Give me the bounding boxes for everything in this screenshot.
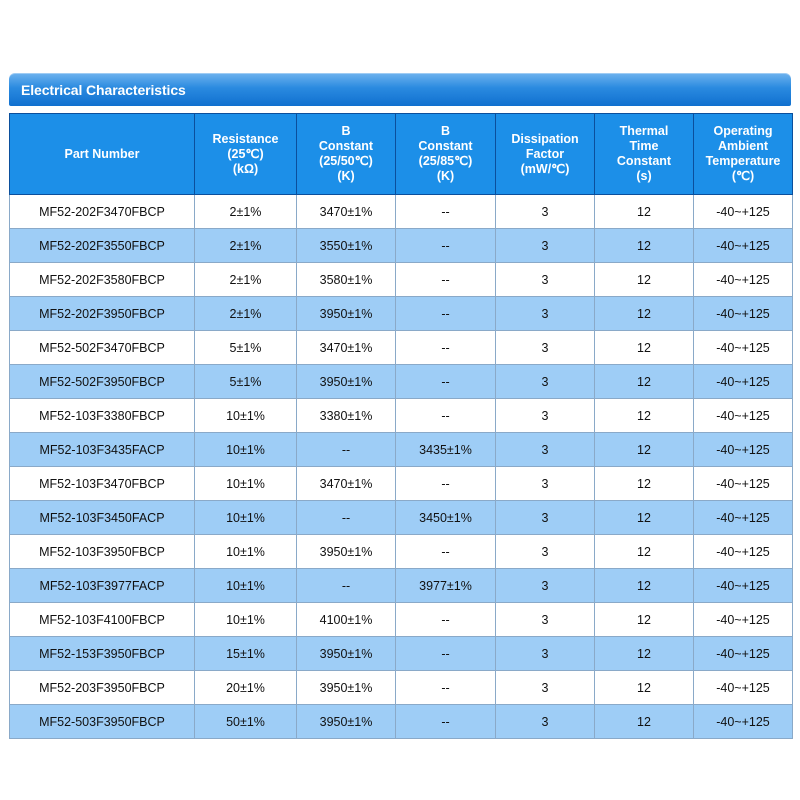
table-row xyxy=(10,671,793,705)
cell-resistance: 10±1% xyxy=(195,467,297,501)
cell-operating-temperature: -40~+125 xyxy=(694,229,793,263)
header-line: B xyxy=(341,124,351,138)
header-b-constant-25-85 xyxy=(396,114,496,195)
cell-thermal-time-constant: 12 xyxy=(595,433,694,467)
cell-resistance: 5±1% xyxy=(195,331,297,365)
cell-thermal-time-constant: 12 xyxy=(595,467,694,501)
cell-b-constant-25-50: 3950±1% xyxy=(297,671,396,705)
cell-part-number: MF52-502F3470FBCP xyxy=(10,331,195,365)
cell-operating-temperature: -40~+125 xyxy=(694,297,793,331)
cell-thermal-time-constant: 12 xyxy=(595,569,694,603)
table-row xyxy=(10,433,793,467)
cell-part-number: MF52-103F3450FACP xyxy=(10,501,195,535)
cell-part-number: MF52-103F3435FACP xyxy=(10,433,195,467)
cell-dissipation-factor: 3 xyxy=(496,705,595,739)
cell-part-number: MF52-202F3550FBCP xyxy=(10,229,195,263)
header-dissipation-factor xyxy=(496,114,595,195)
table-row xyxy=(10,705,793,739)
cell-b-constant-25-85: -- xyxy=(396,229,496,263)
cell-b-constant-25-85: -- xyxy=(396,705,496,739)
cell-operating-temperature: -40~+125 xyxy=(694,501,793,535)
cell-dissipation-factor: 3 xyxy=(496,263,595,297)
table-row xyxy=(10,637,793,671)
cell-thermal-time-constant: 12 xyxy=(595,195,694,229)
cell-resistance: 10±1% xyxy=(195,399,297,433)
cell-part-number: MF52-153F3950FBCP xyxy=(10,637,195,671)
cell-thermal-time-constant: 12 xyxy=(595,501,694,535)
cell-b-constant-25-50: 4100±1% xyxy=(297,603,396,637)
cell-thermal-time-constant: 12 xyxy=(595,229,694,263)
cell-b-constant-25-85: -- xyxy=(396,365,496,399)
cell-b-constant-25-50: 3580±1% xyxy=(297,263,396,297)
cell-resistance: 10±1% xyxy=(195,569,297,603)
cell-resistance: 50±1% xyxy=(195,705,297,739)
cell-dissipation-factor: 3 xyxy=(496,603,595,637)
header-line: (25℃) xyxy=(227,146,264,161)
cell-operating-temperature: -40~+125 xyxy=(694,569,793,603)
cell-resistance: 5±1% xyxy=(195,365,297,399)
cell-dissipation-factor: 3 xyxy=(496,501,595,535)
table-row xyxy=(10,263,793,297)
cell-dissipation-factor: 3 xyxy=(496,365,595,399)
table-row xyxy=(10,297,793,331)
table-row xyxy=(10,331,793,365)
cell-b-constant-25-85: -- xyxy=(396,671,496,705)
header-line: Operating xyxy=(713,124,773,138)
header-line: Constant xyxy=(318,139,374,153)
cell-b-constant-25-50: 3470±1% xyxy=(297,467,396,501)
cell-resistance: 2±1% xyxy=(195,229,297,263)
cell-operating-temperature: -40~+125 xyxy=(694,433,793,467)
cell-operating-temperature: -40~+125 xyxy=(694,263,793,297)
header-resistance xyxy=(195,114,297,195)
cell-part-number: MF52-202F3580FBCP xyxy=(10,263,195,297)
cell-operating-temperature: -40~+125 xyxy=(694,705,793,739)
cell-b-constant-25-50: 3950±1% xyxy=(297,365,396,399)
electrical-characteristics-table xyxy=(9,113,793,739)
header-line: (kΩ) xyxy=(232,161,259,176)
header-line: (K) xyxy=(337,169,355,183)
table-row xyxy=(10,467,793,501)
cell-b-constant-25-85: -- xyxy=(396,603,496,637)
cell-resistance: 2±1% xyxy=(195,297,297,331)
cell-b-constant-25-85: -- xyxy=(396,467,496,501)
cell-dissipation-factor: 3 xyxy=(496,535,595,569)
cell-part-number: MF52-202F3950FBCP xyxy=(10,297,195,331)
header-part-number xyxy=(10,114,195,195)
cell-dissipation-factor: 3 xyxy=(496,467,595,501)
header-line: Part Number xyxy=(64,146,140,161)
table-row xyxy=(10,569,793,603)
header-line: Dissipation xyxy=(511,131,579,146)
cell-dissipation-factor: 3 xyxy=(496,637,595,671)
cell-dissipation-factor: 3 xyxy=(496,297,595,331)
cell-part-number: MF52-502F3950FBCP xyxy=(10,365,195,399)
table-row xyxy=(10,501,793,535)
section-title: Electrical Characteristics xyxy=(21,82,186,98)
cell-operating-temperature: -40~+125 xyxy=(694,637,793,671)
header-line: Resistance xyxy=(212,131,279,146)
header-line: Temperature xyxy=(705,154,781,168)
cell-thermal-time-constant: 12 xyxy=(595,535,694,569)
cell-b-constant-25-85: -- xyxy=(396,535,496,569)
cell-operating-temperature: -40~+125 xyxy=(694,195,793,229)
table-row xyxy=(10,603,793,637)
header-line: (K) xyxy=(436,169,455,183)
cell-part-number: MF52-203F3950FBCP xyxy=(10,671,195,705)
cell-operating-temperature: -40~+125 xyxy=(694,671,793,705)
table-row xyxy=(10,365,793,399)
cell-b-constant-25-85: -- xyxy=(396,331,496,365)
cell-dissipation-factor: 3 xyxy=(496,399,595,433)
cell-thermal-time-constant: 12 xyxy=(595,637,694,671)
cell-b-constant-25-50: -- xyxy=(297,569,396,603)
header-line: Constant xyxy=(418,139,473,153)
header-line: Time xyxy=(629,139,659,153)
header-b-constant-25-50 xyxy=(297,114,396,195)
table-row xyxy=(10,535,793,569)
cell-b-constant-25-50: 3380±1% xyxy=(297,399,396,433)
header-line: Constant xyxy=(616,154,672,168)
cell-resistance: 2±1% xyxy=(195,263,297,297)
cell-dissipation-factor: 3 xyxy=(496,671,595,705)
cell-operating-temperature: -40~+125 xyxy=(694,535,793,569)
cell-b-constant-25-85: -- xyxy=(396,297,496,331)
cell-operating-temperature: -40~+125 xyxy=(694,331,793,365)
table-row xyxy=(10,229,793,263)
header-line: Factor xyxy=(525,146,565,161)
cell-dissipation-factor: 3 xyxy=(496,331,595,365)
table-row xyxy=(10,195,793,229)
header-thermal-time-constant xyxy=(595,114,694,195)
cell-b-constant-25-50: 3950±1% xyxy=(297,705,396,739)
cell-b-constant-25-50: 3950±1% xyxy=(297,535,396,569)
cell-thermal-time-constant: 12 xyxy=(595,603,694,637)
cell-part-number: MF52-103F3380FBCP xyxy=(10,399,195,433)
table-body xyxy=(10,195,793,739)
cell-part-number: MF52-103F3470FBCP xyxy=(10,467,195,501)
cell-operating-temperature: -40~+125 xyxy=(694,399,793,433)
cell-part-number: MF52-103F3977FACP xyxy=(10,569,195,603)
cell-operating-temperature: -40~+125 xyxy=(694,603,793,637)
header-line: Thermal xyxy=(619,124,669,138)
cell-resistance: 10±1% xyxy=(195,603,297,637)
header-line: (℃) xyxy=(731,169,755,183)
cell-resistance: 15±1% xyxy=(195,637,297,671)
cell-b-constant-25-50: 3950±1% xyxy=(297,637,396,671)
cell-resistance: 10±1% xyxy=(195,535,297,569)
cell-b-constant-25-50: -- xyxy=(297,433,396,467)
cell-thermal-time-constant: 12 xyxy=(595,705,694,739)
cell-dissipation-factor: 3 xyxy=(496,569,595,603)
cell-b-constant-25-85: 3435±1% xyxy=(396,433,496,467)
cell-operating-temperature: -40~+125 xyxy=(694,467,793,501)
cell-dissipation-factor: 3 xyxy=(496,433,595,467)
cell-operating-temperature: -40~+125 xyxy=(694,365,793,399)
cell-part-number: MF52-202F3470FBCP xyxy=(10,195,195,229)
cell-b-constant-25-85: -- xyxy=(396,263,496,297)
cell-b-constant-25-85: -- xyxy=(396,637,496,671)
cell-b-constant-25-85: 3450±1% xyxy=(396,501,496,535)
table-row xyxy=(10,399,793,433)
cell-b-constant-25-50: 3470±1% xyxy=(297,195,396,229)
header-line: (s) xyxy=(636,169,652,183)
cell-part-number: MF52-503F3950FBCP xyxy=(10,705,195,739)
cell-thermal-time-constant: 12 xyxy=(595,671,694,705)
cell-b-constant-25-85: -- xyxy=(396,195,496,229)
header-line: (mW/℃) xyxy=(520,161,570,176)
cell-b-constant-25-50: 3550±1% xyxy=(297,229,396,263)
cell-thermal-time-constant: 12 xyxy=(595,297,694,331)
section-banner xyxy=(9,73,791,106)
cell-part-number: MF52-103F3950FBCP xyxy=(10,535,195,569)
header-operating-temperature xyxy=(694,114,793,195)
cell-resistance: 10±1% xyxy=(195,501,297,535)
cell-dissipation-factor: 3 xyxy=(496,195,595,229)
cell-resistance: 10±1% xyxy=(195,433,297,467)
cell-b-constant-25-50: 3950±1% xyxy=(297,297,396,331)
header-line: (25/85℃) xyxy=(418,154,473,168)
table-header-row xyxy=(10,114,793,195)
cell-thermal-time-constant: 12 xyxy=(595,263,694,297)
cell-b-constant-25-50: 3470±1% xyxy=(297,331,396,365)
cell-dissipation-factor: 3 xyxy=(496,229,595,263)
cell-b-constant-25-50: -- xyxy=(297,501,396,535)
cell-resistance: 20±1% xyxy=(195,671,297,705)
cell-b-constant-25-85: 3977±1% xyxy=(396,569,496,603)
header-line: (25/50℃) xyxy=(319,154,373,168)
cell-thermal-time-constant: 12 xyxy=(595,331,694,365)
cell-resistance: 2±1% xyxy=(195,195,297,229)
cell-b-constant-25-85: -- xyxy=(396,399,496,433)
cell-thermal-time-constant: 12 xyxy=(595,365,694,399)
header-line: Ambient xyxy=(718,139,768,153)
cell-part-number: MF52-103F4100FBCP xyxy=(10,603,195,637)
header-line: B xyxy=(440,124,451,138)
cell-thermal-time-constant: 12 xyxy=(595,399,694,433)
